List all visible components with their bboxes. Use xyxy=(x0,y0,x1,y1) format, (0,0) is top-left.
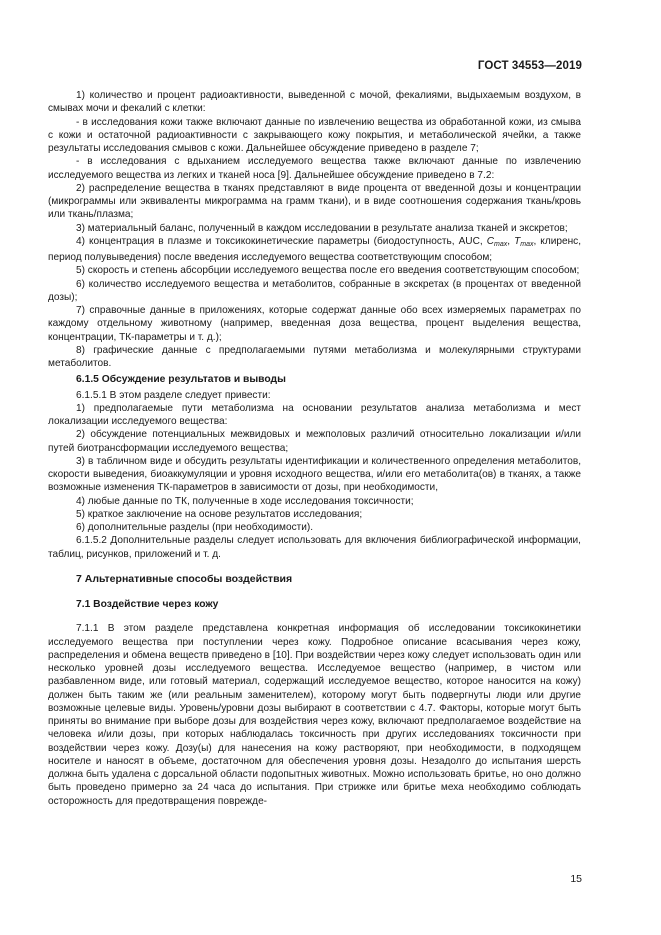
list-item-615-6: 6) дополнительные разделы (при необходимости). xyxy=(76,522,314,533)
list-item-615-3: 3) в табличном виде и обсудить результаты идентификации и количественного определения метаболитов, скорости выведения, биоаккумуляции и уровня исходного вещества, и/или его метаболита(ов) в тканях, а также возможные изменения ТК-параметров в зависимости от дозы, при необходимости, xyxy=(48,455,581,494)
list-item-8: 8) графические данные с предполагаемыми путями метаболизма и молекулярными структурами метаболитов. xyxy=(48,344,581,369)
para-7-1-1: 7.1.1 В этом разделе представлена конкретная информация об исследовании токсикокинетики исследуемого вещества при поступлении через кожу. Подробное описание всасывания через кожу, распределения и обмена веществ приведено в [10]. При воздействии через кожу следует использовать один или несколько уровней дозы исследуемого вещества. Исследуемое вещество (например, в чистом или разбавленном виде, или готовый материал, содержащий исследуемое вещество, которое наносится на кожу) должен быть таким же (или реальным заменителем), которому могут быть подвергнуты люди или другие возможные целевые виды. Уровень/уровни дозы выбирают в соответствии с 4.7. Факторы, которые могут быть приняты во внимание при выборе дозы для воздействия через кожу, включают предполагаемое воздействие на человека и/или дозы, при которых наблюдалась токсичность при других исследованиях токсичности при воздействии через кожу. Дозу(ы) для нанесения на кожу растворяют, при необходимости, в подходящем носителе и наносят в объеме, достаточном для обеспечения уровня дозы. Незадолго до испытания шерсть должна быть удалена с дорсальной области подопытных животных. Можно использовать бритье, но оно должно быть проведено примерно за 24 часа до испытания. При стрижке или бритье меха необходимо соблюдать осторожность для предотвращения поврежде- xyxy=(48,623,581,807)
cmax-subscript: max xyxy=(494,240,508,248)
list-item-615-4: 4) любые данные по ТК, полученные в ходе исследования токсичности; xyxy=(76,495,414,507)
document-code: ГОСТ 34553—2019 xyxy=(477,60,582,72)
list-item-4-end: , клиренс, период полувыведения) после введения исследуемого вещества соответствующим способом; xyxy=(48,235,581,263)
list-item-7: 7) справочные данные в приложениях, которые содержат данные обо всех измеряемых параметрах по каждому отдельному животному (например, введенная доза вещества, процент выделения вещества, концентрации, ТК-параметры и т. д.); xyxy=(48,305,581,343)
tmax-subscript: max xyxy=(520,240,534,248)
list-item-615-5: 5) краткое заключение на основе результатов исследования; xyxy=(76,508,363,520)
list-item-3: 3) материальный баланс, полученный в каждом исследовании в результате анализа тканей и экскретов; xyxy=(76,222,568,234)
list-item-2: 2) распределение вещества в тканях представляют в виде процента от введенной дозы и концентрации (микрограммы или эквиваленты микрограмма на грамм ткани), и в виде соотношения содержания ткань/кровь или ткань/плазма; xyxy=(48,182,581,221)
list-item-dash-inhalation: - в исследования с вдыханием исследуемого вещества также включают данные по извлечению исследуемого вещества из легких и тканей носа [9]. Дальнейшее обсуждение приведено в 7.2: xyxy=(48,156,581,181)
page-number: 15 xyxy=(570,873,582,885)
document-body xyxy=(48,89,581,808)
list-item-615-1: 1) предполагаемые пути метаболизма на основании результатов анализа метаболизма и мест локализации исследуемого вещества: xyxy=(48,402,581,427)
list-item-4-sep: , xyxy=(507,235,515,247)
list-item-615-2: 2) обсуждение потенциальных межвидовых и межполовых различий относительно локализации и/или путей биотрансформации исследуемого вещества; xyxy=(48,429,581,454)
heading-7-1: 7.1 Воздействие через кожу xyxy=(76,599,219,610)
heading-6-1-5: 6.1.5 Обсуждение результатов и выводы xyxy=(76,374,286,386)
list-item-4-start: 4) концентрация в плазме и токсикокинетические параметры (биодоступность, AUC, xyxy=(76,235,487,247)
list-item-1: 1) количество и процент радиоактивности, выведенной с мочой, фекалиями, выдыхаемым воздухом, в смывах мочи и фекалий с клетки: xyxy=(48,90,581,115)
heading-section-7: 7 Альтернативные способы воздействия xyxy=(76,572,293,585)
para-6-1-5-1: 6.1.5.1 В этом разделе следует привести: xyxy=(76,389,271,401)
list-item-dash-skin: - в исследования кожи также включают данные по извлечению вещества из обработанной кожи, из смыва с кожи и остаточной радиоактивности с закрывающего кожу покрытия, и метаболической ячейки, а также результаты исследования смывов с кожи. Дальнейшее обсуждение приведено в разделе 7; xyxy=(48,116,581,154)
list-item-6: 6) количество исследуемого вещества и метаболитов, собранные в экскретах (в процентах от введенной дозы); xyxy=(48,278,581,303)
list-item-4 xyxy=(48,235,581,265)
cmax-symbol: C xyxy=(486,235,494,247)
tmax-symbol: T xyxy=(514,235,521,247)
list-item-5: 5) скорость и степень абсорбции исследуемого вещества после его введения соответствующим способом; xyxy=(76,265,580,277)
para-6-1-5-2: 6.1.5.2 Дополнительные разделы следует использовать для включения библиографической информации, таблиц, рисунков, приложений и т. д. xyxy=(48,535,581,560)
